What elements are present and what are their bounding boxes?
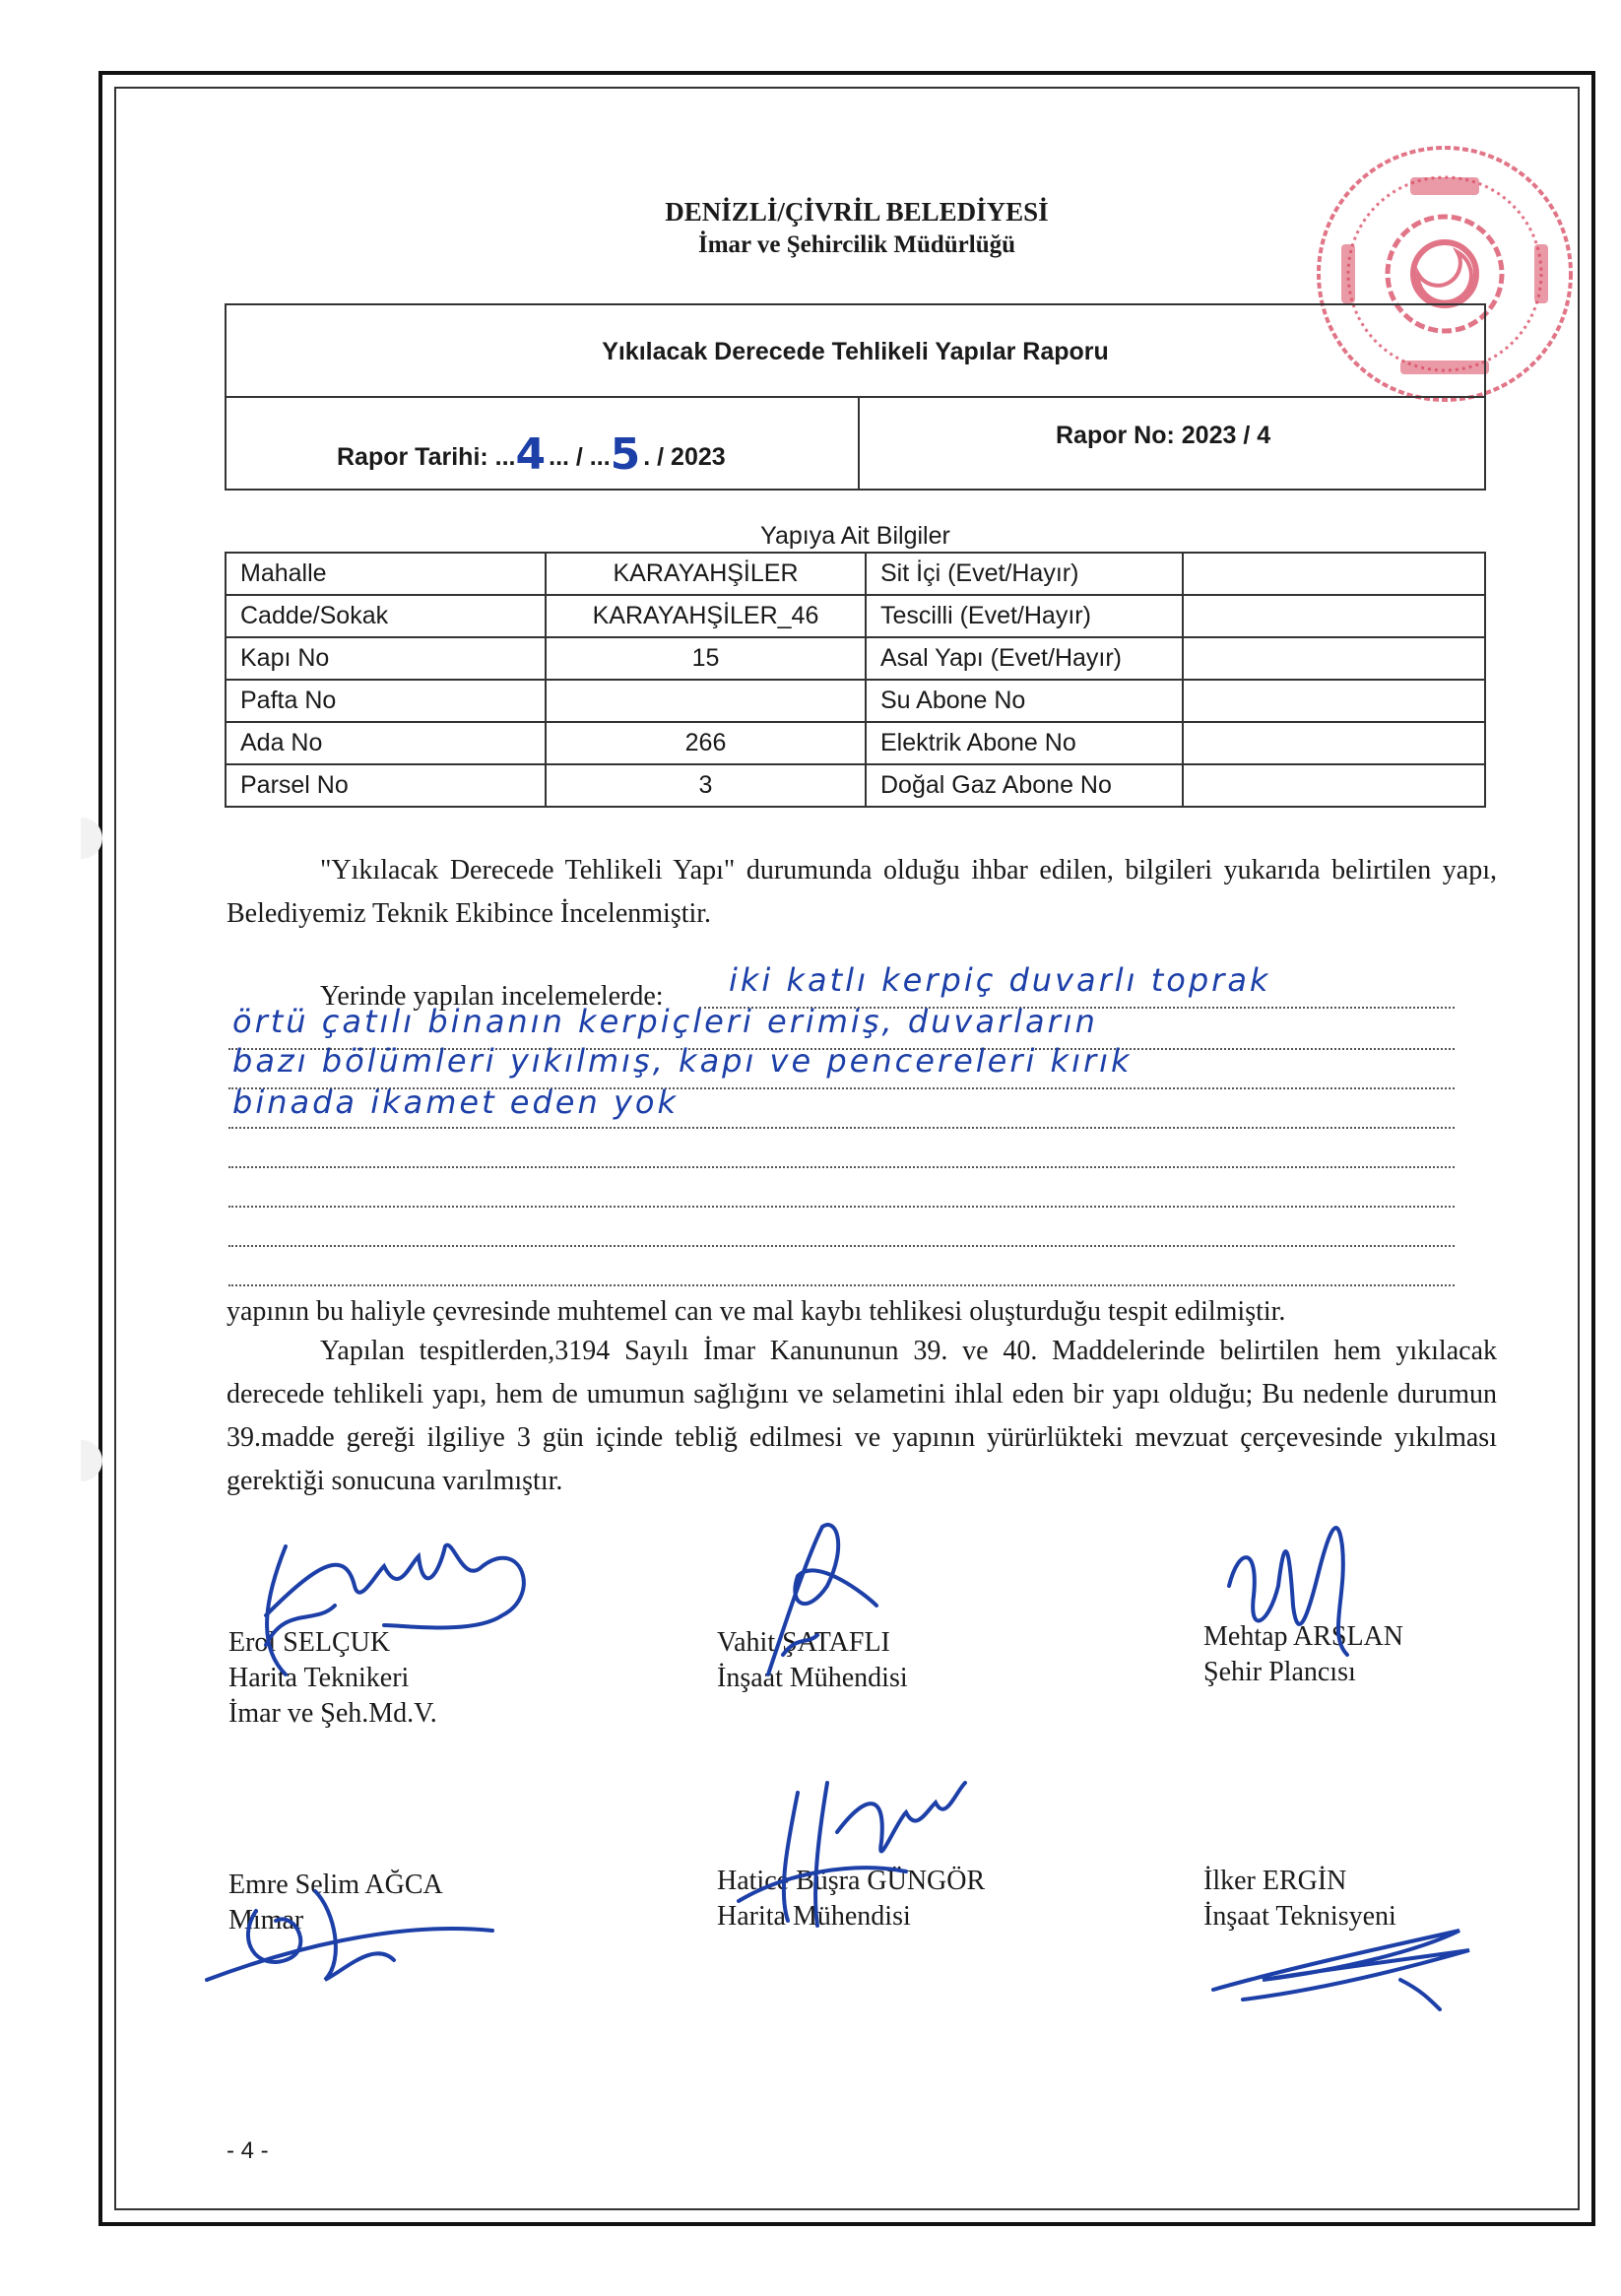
inspection-label: Yerinde yapılan incelemelerde:	[320, 981, 664, 1012]
info-row	[226, 595, 1485, 637]
signatory-name: Emre Selim AĞCA	[228, 1870, 443, 1900]
info-value: 266	[546, 722, 866, 764]
signature-1	[227, 1507, 542, 1694]
signatory-title: İnşaat Mühendisi	[717, 1663, 908, 1693]
info-label: Pafta No	[226, 680, 546, 722]
date-prefix: Rapor Tarihi: ...	[337, 443, 516, 471]
building-info-table	[225, 552, 1486, 808]
document-header	[227, 195, 1487, 262]
signatory-name: Erol SELÇUK	[228, 1627, 391, 1658]
info-label: Parsel No	[226, 764, 546, 807]
info-label: Sit İçi (Evet/Hayır)	[866, 553, 1183, 595]
date-suffix: . / 2023	[643, 443, 726, 471]
info-label: Kapı No	[226, 637, 546, 680]
municipality-name: DENİZLİ/ÇİVRİL BELEDİYESİ	[665, 197, 1049, 227]
signatory-title: İnşaat Teknisyeni	[1203, 1901, 1396, 1932]
info-label: Tescilli (Evet/Hayır)	[866, 595, 1183, 637]
info-value	[546, 680, 866, 722]
dotted-line	[228, 1204, 1455, 1208]
dotted-line	[228, 1243, 1455, 1247]
info-label: Asal Yapı (Evet/Hayır)	[866, 637, 1183, 680]
report-date	[337, 426, 726, 480]
signature-3	[1200, 1487, 1396, 1674]
info-value	[1183, 553, 1485, 595]
signatory-title: Mimar	[228, 1905, 304, 1935]
info-value: 15	[546, 637, 866, 680]
info-value	[1183, 595, 1485, 637]
signature-2	[729, 1497, 906, 1694]
report-title-box	[225, 303, 1486, 491]
signatory-name: Vahit ŞATAFLI	[717, 1627, 890, 1658]
handwritten-line: binada ikamet eden yok	[232, 1083, 679, 1121]
info-value: 3	[546, 764, 866, 807]
info-label: Cadde/Sokak	[226, 595, 546, 637]
info-row	[226, 637, 1485, 680]
info-value	[1183, 680, 1485, 722]
legal-paragraph: Yapılan tespitlerden,3194 Sayılı İmar Kanununun 39. ve 40. Maddelerinde belirtilen hem yıkılacak derecede tehlikeli yapı, hem de umumun sağlığını ve selametini ihlal eden bir yapı olduğu; Bu nedenle durumun 39.madde gereği ilgiliye 3 gün içinde tebliğ edilmesi ve yapının yürürlükteki mevzuat çerçevesinde yıkılması gerektiği sonucuna varılmıştır.	[227, 1336, 1497, 1496]
info-value	[1183, 764, 1485, 807]
signatory-title: Harita Teknikeri	[228, 1663, 410, 1693]
dotted-line	[228, 1164, 1455, 1168]
info-row	[226, 680, 1485, 722]
info-row	[226, 553, 1485, 595]
signature-5	[709, 1753, 1005, 1931]
intro-paragraph: "Yıkılacak Derecede Tehlikeli Yapı" durumunda olduğu ihbar edilen, bilgileri yukarıda belirtilen yapı, Belediyemiz Teknik Ekibince İncelenmiştir.	[227, 855, 1497, 929]
info-value	[1183, 637, 1485, 680]
info-value: KARAYAHŞİLER_46	[546, 595, 866, 637]
handwritten-line: örtü çatılı binanın kerpiçleri erimiş, duvarların	[232, 1003, 1098, 1040]
divider	[858, 398, 860, 491]
info-row	[226, 764, 1485, 807]
signatory-title: Harita Mühendisi	[717, 1901, 911, 1932]
date-month: 5	[610, 429, 644, 480]
handwritten-line: iki katlı kerpiç duvarlı toprak	[729, 961, 1271, 999]
info-row	[226, 722, 1485, 764]
info-label: Su Abone No	[866, 680, 1183, 722]
date-separator: ... / ...	[549, 443, 611, 471]
signature-6	[1203, 1911, 1489, 2019]
info-label: Elektrik Abone No	[866, 722, 1183, 764]
page-number: - 4 -	[227, 2137, 269, 2164]
conclusion-line: yapının bu haliyle çevresinde muhtemel can ve mal kaybı tehlikesi oluşturduğu tespit edilmiştir.	[227, 1296, 1286, 1327]
signatory-title: Şehir Plancısı	[1203, 1657, 1356, 1687]
signature-4	[197, 1852, 512, 2000]
signatory-name: Hatice Büşra GÜNGÖR	[717, 1866, 986, 1896]
report-number: Rapor No: 2023 / 4	[1056, 422, 1271, 449]
date-day: 4	[515, 429, 550, 480]
dotted-line	[228, 1282, 1455, 1286]
info-value: KARAYAHŞİLER	[546, 553, 866, 595]
handwritten-line: bazı bölümleri yıkılmış, kapı ve pencereleri kırık	[232, 1042, 1133, 1080]
info-label: Doğal Gaz Abone No	[866, 764, 1183, 807]
signatory-name: İlker ERGİN	[1203, 1866, 1347, 1896]
info-label: Mahalle	[226, 553, 546, 595]
info-value	[1183, 722, 1485, 764]
info-label: Ada No	[226, 722, 546, 764]
signatory-office: İmar ve Şeh.Md.V.	[228, 1698, 437, 1729]
report-title: Yıkılacak Derecede Tehlikeli Yapılar Raporu	[227, 305, 1484, 398]
building-info-caption: Yapıya Ait Bilgiler	[760, 522, 950, 550]
department-name: İmar ve Şehircilik Müdürlüğü	[697, 231, 1016, 258]
signatory-name: Mehtap ARSLAN	[1203, 1621, 1403, 1652]
dotted-line	[228, 1125, 1455, 1129]
